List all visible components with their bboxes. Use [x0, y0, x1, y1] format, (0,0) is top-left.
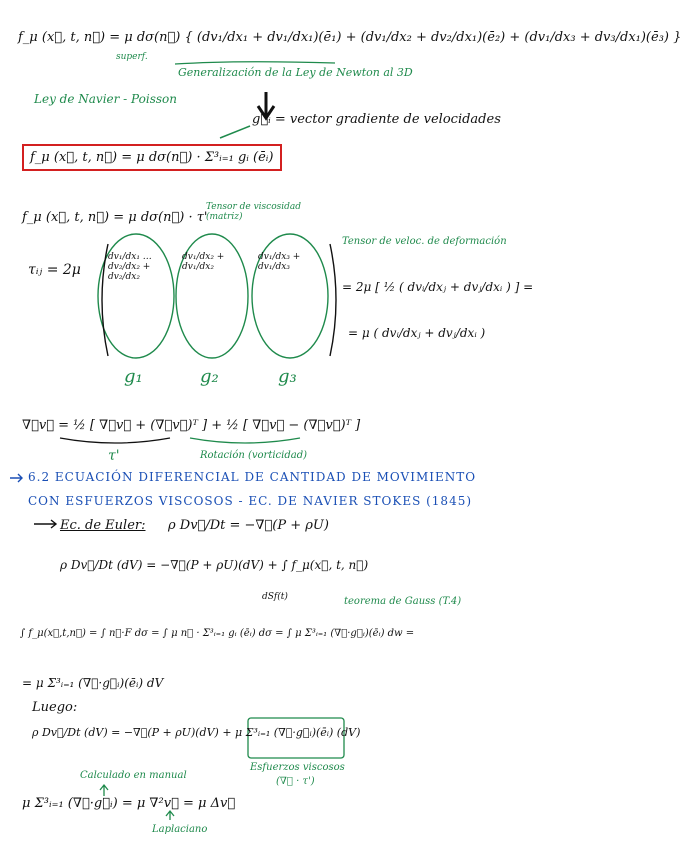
matrix-column-1: dv₁/dx₁ … dv₂/dx₂ + dv₂/dx₂ — [108, 252, 152, 282]
superf-label: superf. — [116, 52, 148, 62]
teorema-gauss-note: teorema de Gauss (T.4) — [344, 596, 462, 607]
integral-equation: ∫ f_μ(x⃗,t,n⃗) = ∫ n⃗·F dσ = ∫ μ n⃗ · Σ³ᵢ₌₁ gᵢ (ēᵢ) dσ = ∫ μ Σ³ᵢ₌₁ (∇⃗·g⃗ᵢ)(ēᵢ) dw = — [20, 628, 415, 639]
ec-euler-eq: ρ Dv⃗/Dt = −∇⃗(P + ρU) — [168, 518, 329, 533]
tensor-viscosidad-note: Tensor de viscosidad (matriz) — [206, 202, 302, 222]
equation-top: f_μ (x⃗, t, n⃗) = μ dσ(n⃗) { (dv₁/dx₁ + dv₁/dx₁)(ē₁) + (dv₁/dx₂ + dv₂/dx₁)(ē₂) + (dv₁/dx₃ + dv₃/dx₁)(ē₃) } — [18, 30, 681, 45]
tau-ij: τᵢⱼ = 2μ — [28, 262, 81, 278]
pointer-arrow-icon — [220, 126, 250, 138]
gi-definition: g⃗ᵢ = vector gradiente de velocidades — [252, 112, 501, 127]
deformacion-eq-1: = 2μ [ ½ ( dvᵢ/dxⱼ + dvⱼ/dxᵢ ) ] = — [342, 280, 534, 294]
matrix-column-3: dv₁/dx₃ + dv₁/dx₃ — [258, 252, 301, 272]
esfuerzos-viscosos-note: Esfuerzos viscosos — [250, 762, 345, 773]
label-tau-prime: τ' — [108, 448, 120, 464]
boxed-equation: f_μ (x⃗, t, n⃗) = μ dσ(n⃗) · Σ³ᵢ₌₁ gᵢ (ēᵢ) — [22, 144, 282, 171]
label-g2: g₂ — [200, 366, 219, 387]
ec-euler-label: Ec. de Euler: — [60, 518, 146, 533]
equation-tau: f_μ (x⃗, t, n⃗) = μ dσ(n⃗) · τ' — [22, 210, 208, 225]
esfuerzos-viscosos-note-2: (∇⃗ · τ') — [276, 776, 315, 787]
luego-label: Luego: — [32, 700, 78, 715]
matrix-column-2: dv₁/dx₂ + dv₁/dx₂ — [182, 252, 225, 272]
generalizacion-note: Generalización de la Ley de Newton al 3D — [178, 66, 413, 79]
section-arrow-icon — [10, 474, 22, 482]
label-g1: g₁ — [124, 366, 143, 387]
rotacion-note: Rotación (vorticidad) — [200, 450, 308, 461]
ley-navier-poisson: Ley de Navier - Poisson — [34, 92, 177, 106]
final-equation: ρ Dv⃗/Dt (dV) = −∇⃗(P + ρU)(dV) + μ Σ³ᵢ₌₁ (∇⃗·g⃗ᵢ)(ēᵢ) (dV) — [32, 726, 361, 739]
tensor-deformacion-note: Tensor de veloc. de deformación — [342, 236, 507, 247]
laplaciano-equation: μ Σ³ᵢ₌₁ (∇⃗·g⃗ᵢ) = μ ∇²v⃗ = μ Δv⃗ — [22, 796, 236, 811]
laplaciano-note: Laplaciano — [152, 824, 208, 835]
deformacion-eq-2: = μ ( dvᵢ/dxⱼ + dvⱼ/dxᵢ ) — [348, 326, 486, 340]
dsf-label: dSf(t) — [262, 592, 288, 602]
up-arrow-icon — [100, 785, 108, 796]
calculado-manual-note: Calculado en manual — [80, 770, 187, 781]
section-title-line-1: 6.2 ECUACIÓN DIFERENCIAL DE CANTIDAD DE MOVIMIENTO — [28, 470, 477, 484]
ec-euler-eq-2: ρ Dv⃗/Dt (dV) = −∇⃗(P + ρU)(dV) + ∫ f_μ(x⃗, t, n⃗) — [60, 558, 369, 572]
euler-arrow-icon — [34, 520, 56, 528]
gradient-decomposition: ∇⃗v⃗ = ½ [ ∇⃗v⃗ + (∇⃗v⃗)ᵀ ] + ½ [ ∇⃗v⃗ − (∇⃗v⃗)ᵀ ] — [22, 418, 361, 433]
section-title-line-2: CON ESFUERZOS VISCOSOS - EC. DE NAVIER STOKES (1845) — [28, 494, 473, 508]
integral-equation-2: = μ Σ³ᵢ₌₁ (∇⃗·g⃗ᵢ)(ēᵢ) dV — [22, 676, 164, 690]
label-g3: g₃ — [278, 366, 297, 387]
